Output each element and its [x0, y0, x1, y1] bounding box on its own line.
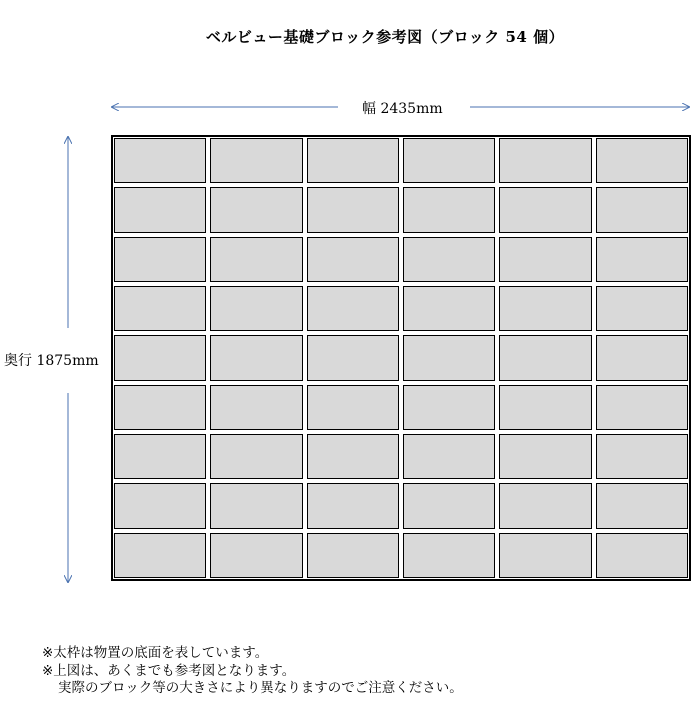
foundation-block — [114, 335, 206, 380]
foundation-block — [403, 483, 495, 528]
foundation-block — [114, 187, 206, 232]
foundation-block — [114, 533, 206, 578]
foundation-block — [114, 483, 206, 528]
foundation-block — [403, 138, 495, 183]
foundation-block — [210, 187, 302, 232]
diagram-title: ベルビュー基礎ブロック参考図（ブロック 54 個） — [205, 28, 565, 46]
foundation-block — [114, 385, 206, 430]
foundation-block — [403, 237, 495, 282]
foundation-block — [210, 138, 302, 183]
foundation-block — [403, 434, 495, 479]
foundation-block — [499, 187, 591, 232]
foundation-block — [596, 335, 688, 380]
depth-label: 奥行 1875mm — [4, 350, 99, 370]
foundation-block — [210, 286, 302, 331]
foundation-block — [596, 434, 688, 479]
foundation-block — [499, 434, 591, 479]
foundation-block — [499, 286, 591, 331]
foundation-block — [403, 385, 495, 430]
foundation-block — [114, 286, 206, 331]
foundation-block — [596, 187, 688, 232]
foundation-outline — [111, 135, 691, 581]
foundation-block — [307, 533, 399, 578]
foundation-block — [596, 483, 688, 528]
foundation-block — [499, 138, 591, 183]
foundation-block — [403, 187, 495, 232]
foundation-block — [114, 138, 206, 183]
foundation-block — [307, 138, 399, 183]
foundation-block — [499, 335, 591, 380]
foundation-block — [499, 483, 591, 528]
foundation-block — [596, 385, 688, 430]
foundation-block — [307, 335, 399, 380]
foundation-block — [307, 483, 399, 528]
foundation-block — [114, 434, 206, 479]
foundation-block — [596, 533, 688, 578]
foundation-block — [499, 533, 591, 578]
foundation-block — [307, 434, 399, 479]
foundation-block — [596, 286, 688, 331]
note-line: 実際のブロック等の大きさにより異なりますのでご注意ください。 — [58, 680, 463, 696]
foundation-block — [307, 385, 399, 430]
foundation-block — [596, 237, 688, 282]
width-label: 幅 2435mm — [362, 98, 443, 118]
note-line: ※上図は、あくまでも参考図となります。 — [42, 662, 296, 679]
foundation-block — [499, 237, 591, 282]
foundation-block — [210, 483, 302, 528]
foundation-block — [210, 335, 302, 380]
foundation-block — [307, 187, 399, 232]
foundation-block — [114, 237, 206, 282]
foundation-block — [499, 385, 591, 430]
foundation-block — [307, 286, 399, 331]
foundation-block — [403, 286, 495, 331]
foundation-block — [403, 335, 495, 380]
foundation-block — [210, 533, 302, 578]
foundation-block — [210, 385, 302, 430]
foundation-block — [210, 237, 302, 282]
foundation-block — [210, 434, 302, 479]
note-line: ※太枠は物置の底面を表しています。 — [42, 645, 269, 661]
notes — [42, 645, 463, 698]
foundation-block — [403, 533, 495, 578]
foundation-block — [596, 138, 688, 183]
foundation-block — [307, 237, 399, 282]
